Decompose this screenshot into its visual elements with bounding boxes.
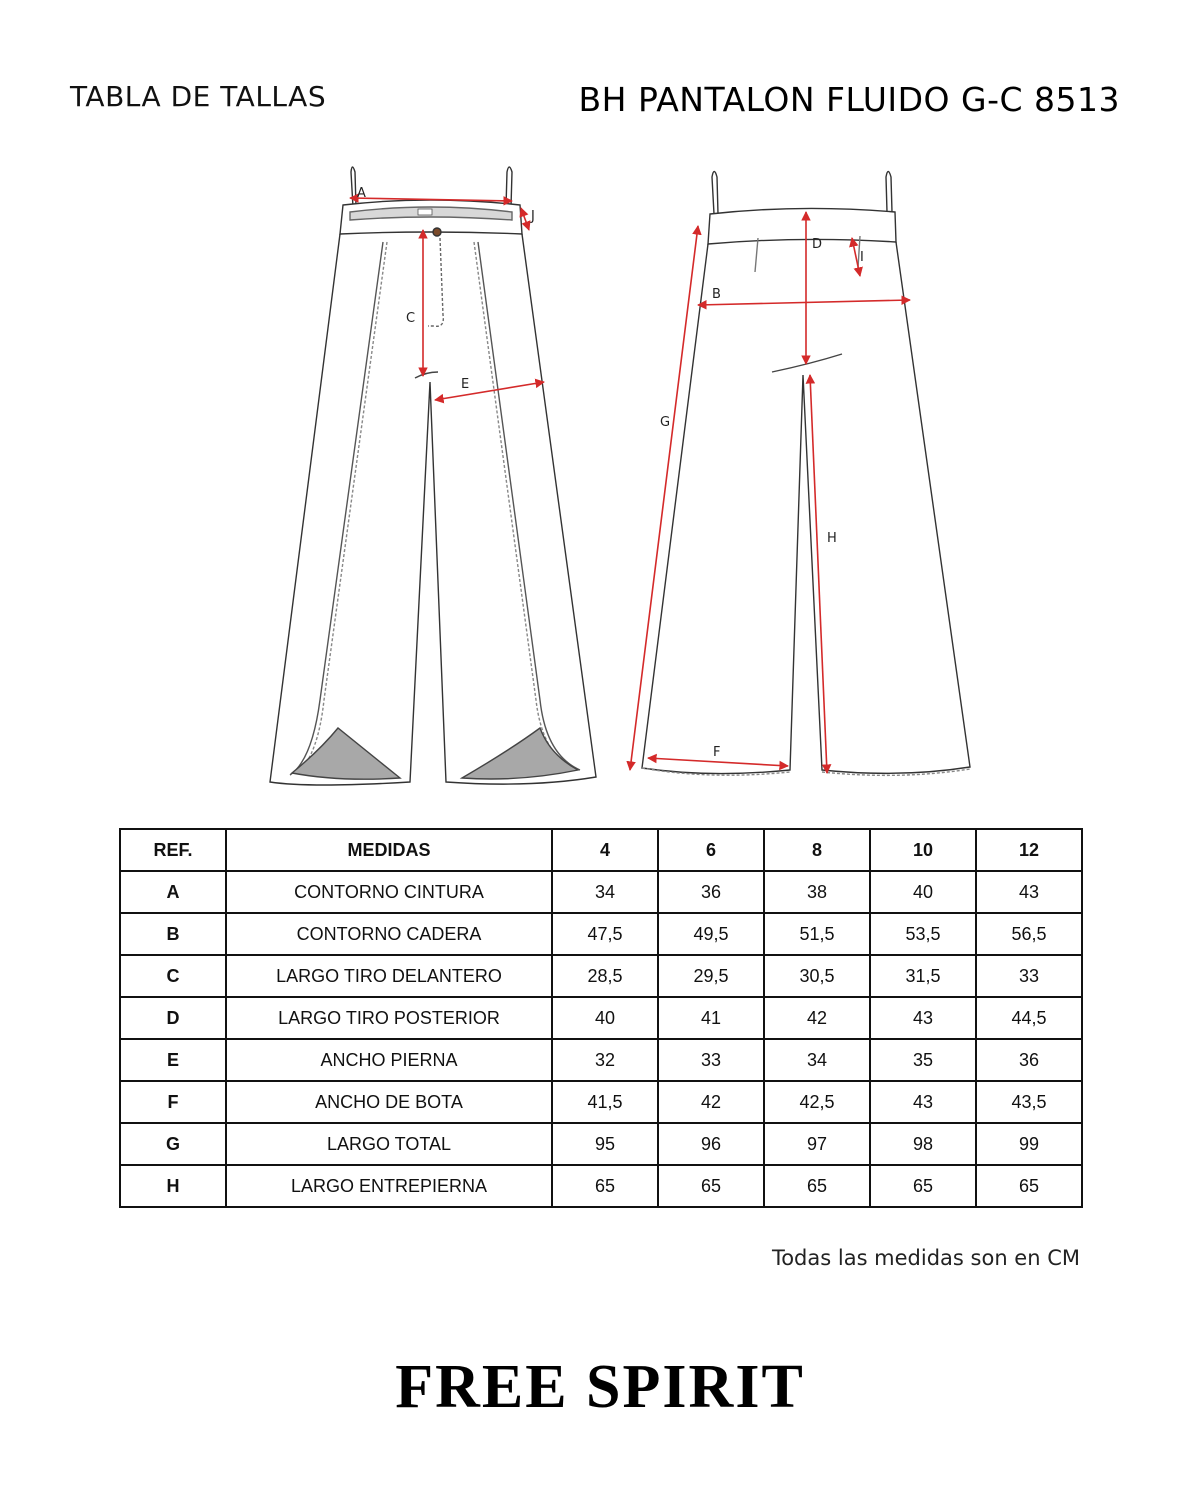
table-row [120, 1123, 1082, 1165]
row-value: 43 [976, 871, 1082, 913]
row-value: 33 [976, 955, 1082, 997]
row-value: 41,5 [552, 1081, 658, 1123]
header-size-10: 10 [870, 829, 976, 871]
header-size-8: 8 [764, 829, 870, 871]
table-row [120, 913, 1082, 955]
header-ref: REF. [120, 829, 226, 871]
header-medidas: MEDIDAS [226, 829, 552, 871]
row-value: 98 [870, 1123, 976, 1165]
table-row [120, 1165, 1082, 1207]
row-measure: CONTORNO CINTURA [226, 871, 552, 913]
row-value: 56,5 [976, 913, 1082, 955]
row-value: 40 [870, 871, 976, 913]
label-h: H [827, 531, 837, 546]
row-value: 28,5 [552, 955, 658, 997]
pants-technical-drawing [250, 150, 990, 800]
row-measure: ANCHO PIERNA [226, 1039, 552, 1081]
row-measure: LARGO TIRO DELANTERO [226, 955, 552, 997]
row-value: 65 [552, 1165, 658, 1207]
row-value: 44,5 [976, 997, 1082, 1039]
row-value: 43,5 [976, 1081, 1082, 1123]
table-row [120, 871, 1082, 913]
table-header-row [120, 829, 1082, 871]
label-c: C [406, 311, 416, 326]
row-value: 34 [764, 1039, 870, 1081]
brand-logo: FREE SPIRIT [395, 1353, 805, 1421]
label-g: G [660, 415, 671, 430]
row-value: 29,5 [658, 955, 764, 997]
table-row [120, 1039, 1082, 1081]
back-measure-lines [630, 212, 910, 773]
label-b: B [712, 287, 721, 302]
row-value: 43 [870, 997, 976, 1039]
row-value: 95 [552, 1123, 658, 1165]
row-ref: F [120, 1081, 226, 1123]
row-ref: B [120, 913, 226, 955]
row-measure: LARGO TOTAL [226, 1123, 552, 1165]
row-value: 34 [552, 871, 658, 913]
row-value: 97 [764, 1123, 870, 1165]
row-ref: D [120, 997, 226, 1039]
row-value: 65 [658, 1165, 764, 1207]
table-row [120, 1081, 1082, 1123]
row-value: 51,5 [764, 913, 870, 955]
row-measure: LARGO TIRO POSTERIOR [226, 997, 552, 1039]
row-value: 43 [870, 1081, 976, 1123]
header-size-4: 4 [552, 829, 658, 871]
row-ref: E [120, 1039, 226, 1081]
row-value: 49,5 [658, 913, 764, 955]
units-note: Todas las medidas son en CM [771, 1246, 1080, 1270]
label-j: J [531, 209, 535, 224]
row-value: 47,5 [552, 913, 658, 955]
row-value: 41 [658, 997, 764, 1039]
label-i: I [860, 250, 864, 265]
row-ref: H [120, 1165, 226, 1207]
row-value: 65 [764, 1165, 870, 1207]
row-value: 36 [976, 1039, 1082, 1081]
row-value: 65 [870, 1165, 976, 1207]
table-row [120, 955, 1082, 997]
row-value: 99 [976, 1123, 1082, 1165]
table-row [120, 997, 1082, 1039]
row-value: 42,5 [764, 1081, 870, 1123]
label-a: A [357, 186, 366, 201]
row-ref: G [120, 1123, 226, 1165]
row-value: 35 [870, 1039, 976, 1081]
row-value: 33 [658, 1039, 764, 1081]
row-value: 42 [764, 997, 870, 1039]
size-chart-title: TABLA DE TALLAS [70, 80, 327, 113]
row-value: 31,5 [870, 955, 976, 997]
row-value: 53,5 [870, 913, 976, 955]
row-value: 30,5 [764, 955, 870, 997]
header-size-12: 12 [976, 829, 1082, 871]
row-value: 40 [552, 997, 658, 1039]
label-f: F [713, 745, 721, 760]
row-value: 32 [552, 1039, 658, 1081]
row-value: 36 [658, 871, 764, 913]
row-value: 65 [976, 1165, 1082, 1207]
row-value: 42 [658, 1081, 764, 1123]
row-measure: ANCHO DE BOTA [226, 1081, 552, 1123]
row-measure: LARGO ENTREPIERNA [226, 1165, 552, 1207]
row-value: 96 [658, 1123, 764, 1165]
row-ref: C [120, 955, 226, 997]
back-measure-labels [660, 237, 864, 760]
row-value: 38 [764, 871, 870, 913]
product-title: BH PANTALON FLUIDO G-C 8513 [578, 80, 1120, 119]
header-size-6: 6 [658, 829, 764, 871]
front-view-drawing [270, 167, 596, 785]
label-d: D [812, 237, 823, 252]
row-ref: A [120, 871, 226, 913]
size-table [119, 828, 1083, 1208]
label-e: E [461, 377, 470, 392]
row-measure: CONTORNO CADERA [226, 913, 552, 955]
